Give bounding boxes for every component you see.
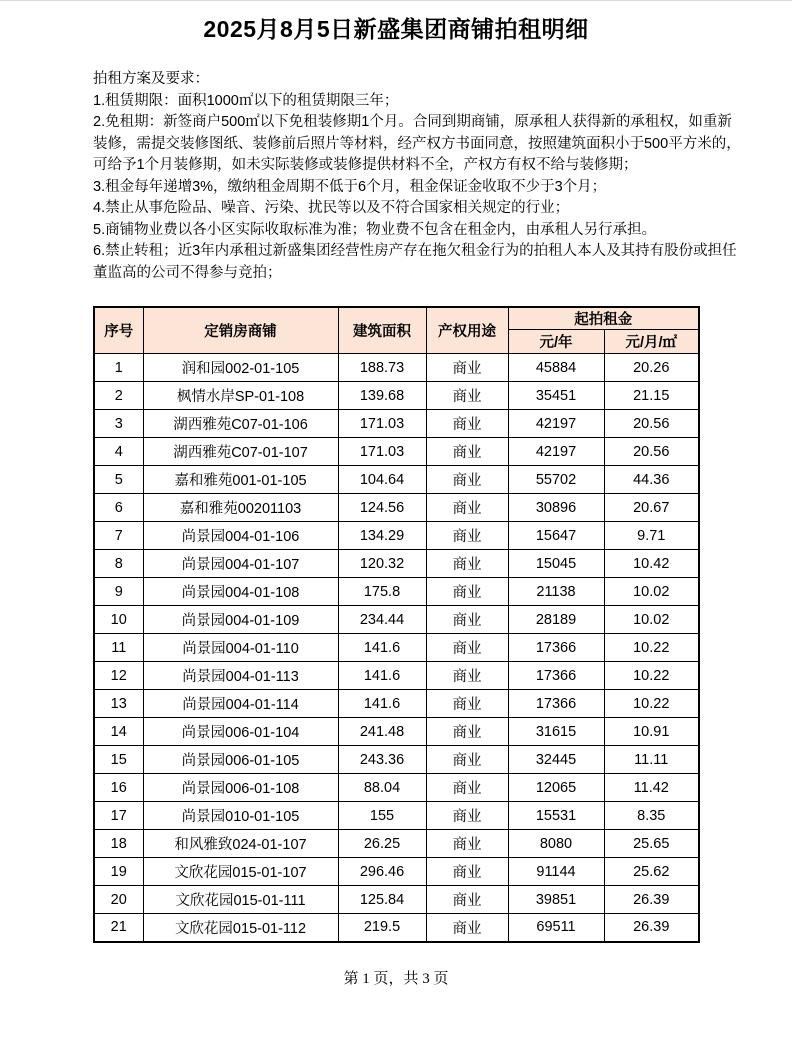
cell-rent-year: 17366 [508,662,604,690]
cell-no: 21 [94,914,143,942]
col-header-use: 产权用途 [426,307,508,354]
cell-use: 商业 [426,690,508,718]
cell-rent-year: 17366 [508,634,604,662]
cell-use: 商业 [426,466,508,494]
cell-rent-month-sqm: 10.42 [604,550,699,578]
cell-rent-year: 32445 [508,746,604,774]
table-row [94,690,699,718]
cell-shop: 文欣花园015-01-112 [143,914,338,942]
table-row [94,382,699,410]
cell-rent-month-sqm: 26.39 [604,914,699,942]
cell-no: 4 [94,438,143,466]
cell-rent-year: 69511 [508,914,604,942]
cell-use: 商业 [426,522,508,550]
cell-area: 134.29 [338,522,426,550]
cell-rent-month-sqm: 25.62 [604,858,699,886]
table-row [94,550,699,578]
col-header-area: 建筑面积 [338,307,426,354]
table-body [94,354,699,942]
cell-no: 18 [94,830,143,858]
cell-rent-year: 8080 [508,830,604,858]
cell-rent-month-sqm: 44.36 [604,466,699,494]
terms-line: 5.商铺物业费以各小区实际收取标准为准；物业费不包含在租金内，由承租人另行承担。 [93,221,657,238]
cell-use: 商业 [426,774,508,802]
cell-use: 商业 [426,634,508,662]
cell-area: 141.6 [338,662,426,690]
cell-use: 商业 [426,354,508,382]
cell-no: 8 [94,550,143,578]
cell-shop: 尚景园004-01-113 [143,662,338,690]
cell-area: 234.44 [338,606,426,634]
cell-use: 商业 [426,550,508,578]
cell-rent-year: 45884 [508,354,604,382]
cell-rent-month-sqm: 21.15 [604,382,699,410]
cell-rent-year: 39851 [508,886,604,914]
cell-use: 商业 [426,578,508,606]
col-header-rent-group: 起拍租金 [508,307,699,330]
cell-use: 商业 [426,914,508,942]
cell-rent-month-sqm: 11.42 [604,774,699,802]
cell-no: 17 [94,802,143,830]
auction-terms [93,69,753,284]
terms-line: 4.禁止从事危险品、噪音、污染、扰民等以及不符合国家相关规定的行业； [93,200,570,216]
cell-shop: 尚景园004-01-106 [143,522,338,550]
terms-heading: 拍租方案及要求： [93,71,209,87]
cell-use: 商业 [426,606,508,634]
cell-rent-month-sqm: 8.35 [604,802,699,830]
table-row [94,354,699,382]
cell-rent-year: 17366 [508,690,604,718]
cell-use: 商业 [426,410,508,438]
cell-use: 商业 [426,718,508,746]
cell-no: 1 [94,354,143,382]
cell-no: 5 [94,466,143,494]
table-row [94,606,699,634]
cell-use: 商业 [426,438,508,466]
table-row [94,886,699,914]
cell-shop: 尚景园006-01-108 [143,774,338,802]
rental-table [93,306,700,943]
table-row [94,522,699,550]
cell-area: 188.73 [338,354,426,382]
cell-use: 商业 [426,886,508,914]
cell-use: 商业 [426,830,508,858]
cell-no: 15 [94,746,143,774]
cell-use: 商业 [426,662,508,690]
cell-rent-month-sqm: 20.67 [604,494,699,522]
table-row [94,578,699,606]
cell-shop: 尚景园004-01-108 [143,578,338,606]
cell-use: 商业 [426,746,508,774]
cell-no: 20 [94,886,143,914]
cell-area: 26.25 [338,830,426,858]
cell-shop: 湖西雅苑C07-01-107 [143,438,338,466]
cell-rent-month-sqm: 26.39 [604,886,699,914]
cell-no: 16 [94,774,143,802]
cell-rent-year: 21138 [508,578,604,606]
table-row [94,438,699,466]
terms-line: 装修，需提交装修图纸、装修前后照片等材料，经产权方书面同意，按照建筑面积小于500平方米的， [93,135,741,152]
cell-area: 241.48 [338,718,426,746]
cell-rent-month-sqm: 25.65 [604,830,699,858]
cell-shop: 尚景园004-01-110 [143,634,338,662]
cell-rent-month-sqm: 20.56 [604,438,699,466]
col-header-rent-month-sqm: 元/月/㎡ [604,330,699,354]
cell-area: 243.36 [338,746,426,774]
cell-rent-month-sqm: 20.56 [604,410,699,438]
cell-shop: 尚景园004-01-107 [143,550,338,578]
cell-shop: 枫情水岸SP-01-108 [143,382,338,410]
cell-rent-month-sqm: 10.91 [604,718,699,746]
cell-rent-month-sqm: 9.71 [604,522,699,550]
cell-rent-month-sqm: 10.02 [604,578,699,606]
cell-area: 124.56 [338,494,426,522]
cell-area: 120.32 [338,550,426,578]
cell-no: 9 [94,578,143,606]
col-header-shop: 定销房商铺 [143,307,338,354]
table-row [94,774,699,802]
cell-area: 88.04 [338,774,426,802]
cell-rent-year: 31615 [508,718,604,746]
cell-area: 219.5 [338,914,426,942]
terms-line: 董监高的公司不得参与竞拍； [93,264,282,281]
cell-rent-year: 12065 [508,774,604,802]
cell-shop: 文欣花园015-01-111 [143,886,338,914]
cell-no: 3 [94,410,143,438]
cell-no: 2 [94,382,143,410]
cell-area: 104.64 [338,466,426,494]
cell-rent-month-sqm: 11.11 [604,746,699,774]
cell-no: 10 [94,606,143,634]
cell-rent-year: 30896 [508,494,604,522]
cell-rent-year: 42197 [508,410,604,438]
cell-shop: 尚景园004-01-109 [143,606,338,634]
col-header-no: 序号 [94,307,143,354]
cell-rent-year: 15045 [508,550,604,578]
cell-shop: 润和园002-01-105 [143,354,338,382]
col-header-rent-year: 元/年 [508,330,604,354]
cell-rent-month-sqm: 10.02 [604,606,699,634]
cell-rent-year: 91144 [508,858,604,886]
cell-no: 19 [94,858,143,886]
cell-use: 商业 [426,382,508,410]
table-row [94,914,699,942]
table-row [94,858,699,886]
cell-use: 商业 [426,494,508,522]
cell-rent-month-sqm: 10.22 [604,634,699,662]
cell-rent-year: 55702 [508,466,604,494]
cell-rent-year: 42197 [508,438,604,466]
table-row [94,746,699,774]
table-row [94,802,699,830]
cell-shop: 尚景园006-01-105 [143,746,338,774]
terms-line: 3.租金每年递增3%，缴纳租金周期不低于6个月，租金保证金收取不少于3个月； [93,178,607,195]
cell-shop: 和风雅致024-01-107 [143,830,338,858]
cell-shop: 尚景园004-01-114 [143,690,338,718]
cell-no: 13 [94,690,143,718]
terms-line: 2.免租期：新签商户500㎡以下免租装修期1个月。合同到期商铺，原承租人获得新的承租权，如重新 [93,114,732,130]
cell-shop: 嘉和雅苑00201103 [143,494,338,522]
cell-shop: 嘉和雅苑001-01-105 [143,466,338,494]
terms-line: 1.租赁期限：面积1000㎡以下的租赁期限三年； [93,92,399,109]
cell-area: 125.84 [338,886,426,914]
terms-line: 6.禁止转租；近3年内承租过新盛集团经营性房产存在拖欠租金行为的拍租人本人及其持有股份或担任 [93,243,737,259]
cell-area: 171.03 [338,438,426,466]
cell-use: 商业 [426,802,508,830]
cell-shop: 尚景园006-01-104 [143,718,338,746]
cell-rent-month-sqm: 20.26 [604,354,699,382]
cell-rent-month-sqm: 10.22 [604,662,699,690]
cell-rent-year: 15647 [508,522,604,550]
cell-area: 141.6 [338,690,426,718]
cell-area: 171.03 [338,410,426,438]
cell-shop: 尚景园010-01-105 [143,802,338,830]
table-row [94,494,699,522]
cell-area: 155 [338,802,426,830]
cell-no: 11 [94,634,143,662]
cell-no: 12 [94,662,143,690]
table-row [94,466,699,494]
cell-area: 141.6 [338,634,426,662]
cell-shop: 湖西雅苑C07-01-106 [143,410,338,438]
cell-rent-year: 15531 [508,802,604,830]
page-footer: 第 1 页，共 3 页 [343,970,449,987]
table-row [94,718,699,746]
cell-rent-month-sqm: 10.22 [604,690,699,718]
cell-rent-year: 28189 [508,606,604,634]
terms-line: 可给予1个月装修期，如未实际装修或装修提供材料不全，产权方有权不给与装修期； [93,157,638,173]
cell-no: 7 [94,522,143,550]
cell-rent-year: 35451 [508,382,604,410]
cell-no: 14 [94,718,143,746]
cell-shop: 文欣花园015-01-107 [143,858,338,886]
cell-area: 296.46 [338,858,426,886]
table-row [94,634,699,662]
cell-use: 商业 [426,858,508,886]
cell-area: 139.68 [338,382,426,410]
page-title: 2025月8月5日新盛集团商铺拍租明细 [203,16,589,42]
table-row [94,830,699,858]
cell-area: 175.8 [338,578,426,606]
table-row [94,662,699,690]
cell-no: 6 [94,494,143,522]
table-row [94,410,699,438]
